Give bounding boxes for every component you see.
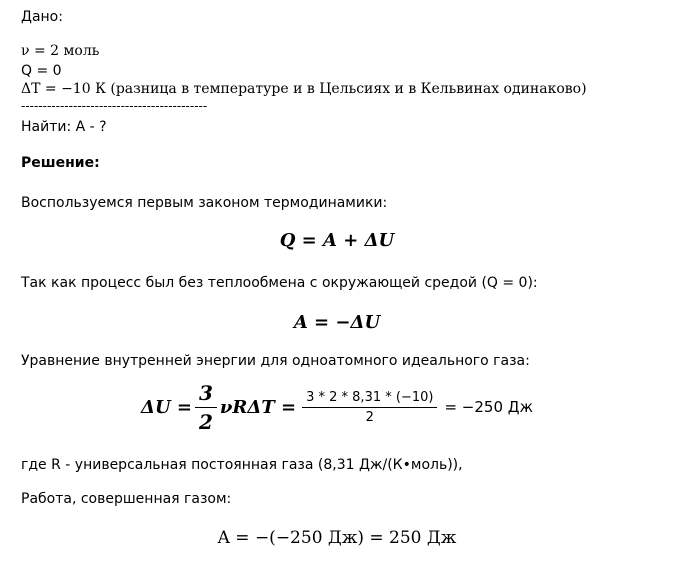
eq3-result: = −250 Дж bbox=[444, 398, 533, 416]
equation-first-law: Q = A + ΔU bbox=[279, 230, 395, 251]
eq3-left: ΔU = bbox=[140, 396, 192, 418]
calc-denominator: 2 bbox=[365, 409, 374, 425]
given-q: Q = 0 bbox=[21, 63, 62, 79]
solution-text-1: Воспользуемся первым законом термодинамики: bbox=[21, 195, 388, 211]
fraction-three-halves bbox=[195, 381, 217, 434]
find-line: Найти: А - ? bbox=[21, 119, 107, 135]
solution-text-3: Уравнение внутренней энергии для одноатомного идеального газа: bbox=[21, 353, 530, 369]
equation-final: A = −(−250 Дж) = 250 Дж bbox=[217, 528, 457, 548]
solution-text-2: Так как процесс был без теплообмена с окружающей средой (Q = 0): bbox=[21, 275, 538, 291]
solution-header: Решение: bbox=[21, 155, 100, 171]
eq3-middle: νRΔT = bbox=[219, 396, 297, 418]
solution-text-4: где R - универсальная постоянная газа (8,31 Дж/(К•моль)), bbox=[21, 457, 463, 473]
given-separator: ------------------------------------------- bbox=[21, 99, 208, 113]
fraction-calculation bbox=[302, 390, 437, 425]
fraction-denominator: 2 bbox=[199, 409, 213, 434]
fraction-numerator: 3 bbox=[195, 381, 217, 408]
calc-numerator: 3 * 2 * 8,31 * (−10) bbox=[302, 390, 437, 408]
given-nu: ν = 2 моль bbox=[21, 43, 100, 59]
equation-internal-energy bbox=[0, 380, 674, 434]
given-header: Дано: bbox=[21, 9, 63, 25]
given-delta-t: ΔT = −10 К (разница в температуре и в Цельсиях и в Кельвинах одинаково) bbox=[21, 81, 587, 97]
solution-text-5: Работа, совершенная газом: bbox=[21, 491, 232, 507]
equation-work: A = −ΔU bbox=[293, 312, 381, 333]
